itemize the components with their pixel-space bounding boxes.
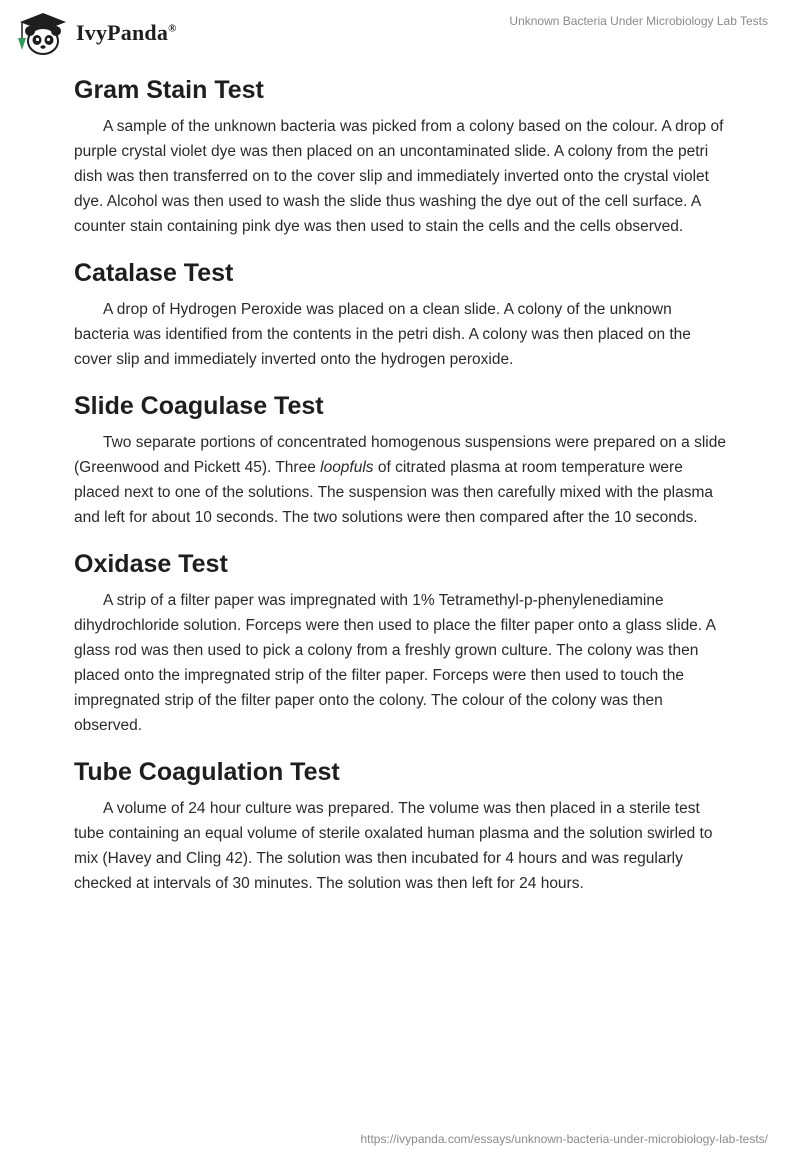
paragraph-text-start: Two separate portions of concentrated homogenous suspensions were prepared on a slide (Greenwood and Pickett 45). Three [74, 434, 726, 476]
section-heading: Gram Stain Test [74, 76, 264, 104]
section-slide-coagulase [74, 386, 726, 530]
registered-mark: ® [168, 22, 177, 35]
page-header [0, 0, 800, 70]
section-heading: Catalase Test [74, 259, 234, 287]
essay-content [74, 70, 726, 910]
paragraph-italic-term: loopfuls [320, 459, 374, 476]
section-paragraph [74, 430, 726, 530]
section-heading: Tube Coagulation Test [74, 758, 340, 786]
section-paragraph: A volume of 24 hour culture was prepared. The volume was then placed in a sterile test tube containing an equal volume of sterile oxalated human plasma and the solution swirled to mix (Havey and Cling 42). The solution was then incubated for 4 hours and was regularly checked at intervals of 30 minutes. The solution was then left for 24 hours. [74, 800, 713, 892]
section-heading: Oxidase Test [74, 550, 228, 578]
section-oxidase [74, 544, 726, 738]
ivypanda-logo[interactable] [14, 10, 177, 56]
section-paragraph: A drop of Hydrogen Peroxide was placed on a clean slide. A colony of the unknown bacteria was identified from the contents in the petri dish. A colony was then placed on the cover slip and immediately inverted onto the hydrogen peroxide. [74, 301, 691, 368]
section-paragraph: A strip of a filter paper was impregnated with 1% Tetramethyl-p-phenylenediamine dihydrochloride solution. Forceps were then used to place the filter paper onto a glass slide. A glass rod was then used to pick a colony from a freshly grown culture. The colony was then placed onto the impregnated strip of the filter paper. Forceps were then used to touch the impregnated strip of the filter paper onto the colony. The colour of the colony was then observed. [74, 592, 716, 734]
section-catalase [74, 253, 726, 372]
section-paragraph: A sample of the unknown bacteria was picked from a colony based on the colour. A drop of purple crystal violet dye was then placed on an uncontaminated slide. A colony from the petri dish was then transferred on to the cover slip and immediately inverted onto the crystal violet dye. Alcohol was then used to wash the slide thus washing the dye out of the cell surface. A counter stain containing pink dye was then used to stain the cells and the cells observed. [74, 118, 724, 235]
section-heading: Slide Coagulase Test [74, 392, 324, 420]
paragraph-text-end: of citrated plasma at room temperature were placed next to one of the solutions. The suspension was then carefully mixed with the plasma and left for about 10 seconds. The two solutions were then compared after the 10 seconds. [74, 459, 714, 526]
header-document-title: Unknown Bacteria Under Microbiology Lab Tests [509, 14, 768, 28]
panda-graduate-icon [14, 10, 72, 56]
section-gram-stain [74, 70, 726, 239]
logo-text: IvyPanda [76, 20, 169, 45]
footer-source-url[interactable]: https://ivypanda.com/essays/unknown-bacteria-under-microbiology-lab-tests/ [360, 1132, 768, 1146]
logo-wordmark [76, 20, 177, 46]
section-tube-coagulation [74, 752, 726, 896]
